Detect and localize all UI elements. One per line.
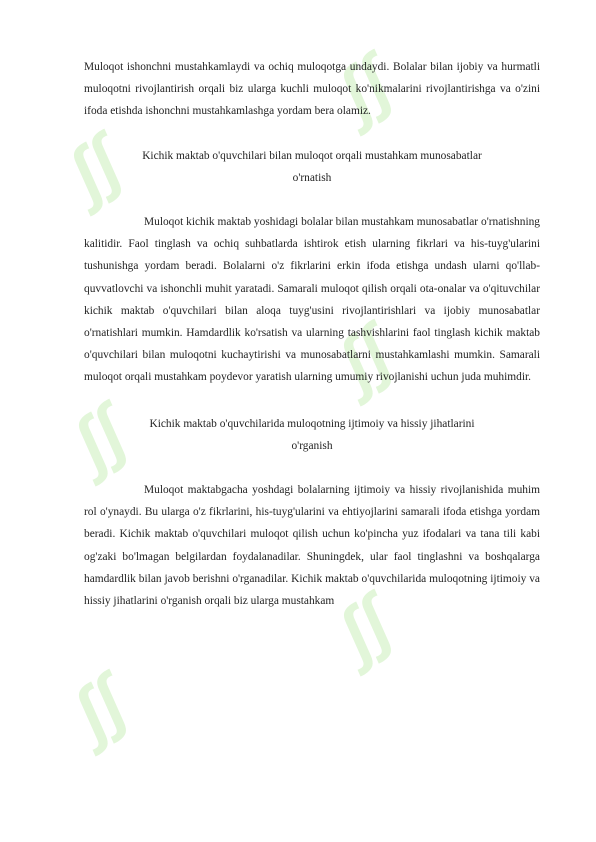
svg-text:ʃʃ: ʃʃ	[53, 122, 136, 213]
svg-text:ʃʃ: ʃʃ	[323, 582, 406, 673]
section-heading-2-line1: Kichik maktab o'quvchilarida muloqotning ijtimoiy va hissiy jihatlarini	[149, 417, 475, 430]
svg-text:ʃʃ: ʃʃ	[323, 42, 406, 133]
section-heading-1-line1: Kichik maktab o'quvchilari bilan muloqot orqali mustahkam munosabatlar	[142, 149, 482, 162]
section-heading-2	[84, 413, 540, 457]
intro-paragraph: Muloqot ishonchni mustahkamlaydi va ochiq muloqotga undaydi. Bolalar bilan ijobiy va hurmatli muloqotni rivojlantirish orqali biz ularga kuchli muloqot ko'nikmalarini rivojlantirishga va o'zini ifoda etishda ishonchni mustahkamlashga yordam bera olamiz.	[84, 61, 540, 118]
svg-text:ʃʃ: ʃʃ	[58, 662, 141, 753]
section-2-paragraph: Muloqot maktabgacha yoshdagi bolalarning ijtimoiy va hissiy rivojlanishida muhim rol o'ynaydi. Bu ularga o'z fikrlarini, his-tuyg'ularini va ehtiyojlarini samarali ifoda etishga yordam beradi. Kichik maktab o'quvchilari muloqot qilish uchun ko'pincha yuz ifodalari va tana tili kabi og'zaki bo'lmagan belgilardan foydalanadilar. Shuningdek, ular faol tinglashni va boshqalarga hamdardlik bilan javob berishni o'rganadilar. Kichik maktab o'quvchilarida muloqotning ijtimoiy va hissiy jihatlarini o'rganish orqali biz ularga mustahkam	[84, 484, 540, 608]
svg-text:ʃʃ: ʃʃ	[323, 312, 406, 403]
section-heading-1-line2: o'rnatish	[292, 171, 332, 184]
document-body	[84, 56, 540, 612]
section-1-paragraph: Muloqot kichik maktab yoshidagi bolalar bilan mustahkam munosabatlar o'rnatishning kalitidir. Faol tinglash va ochiq suhbatlarda ishtirok etish ularning fikrlari va his-tuyg'ularini tushunishga yordam beradi. Bolalarni o'z fikrlarini erkin ifoda etishga undash ularni qo'llab-quvvatlovchi va ishonchli muhit yaratadi. Samarali muloqot qilish orqali ota-onalar va o'qituvchilar kichik maktab o'quvchilari bilan aloqa tuyg'usini rivojlantirishlari va ijobiy munosabatlar o'rnatishlari mumkin. Hamdardlik ko'rsatish va ularning tashvishlarini faol tinglash kichik maktab o'quvchilari bilan muloqotni kuchaytirishi va munosabatlarni mustahkamlashi mumkin. Samarali muloqot orqali mustahkam poydevor yaratish ularning umumiy rivojlanishi uchun juda muhimdir.	[84, 216, 540, 384]
svg-text:ʃʃ: ʃʃ	[58, 392, 141, 483]
section-heading-2-line2: o'rganish	[291, 439, 333, 452]
section-heading-1	[84, 145, 540, 189]
